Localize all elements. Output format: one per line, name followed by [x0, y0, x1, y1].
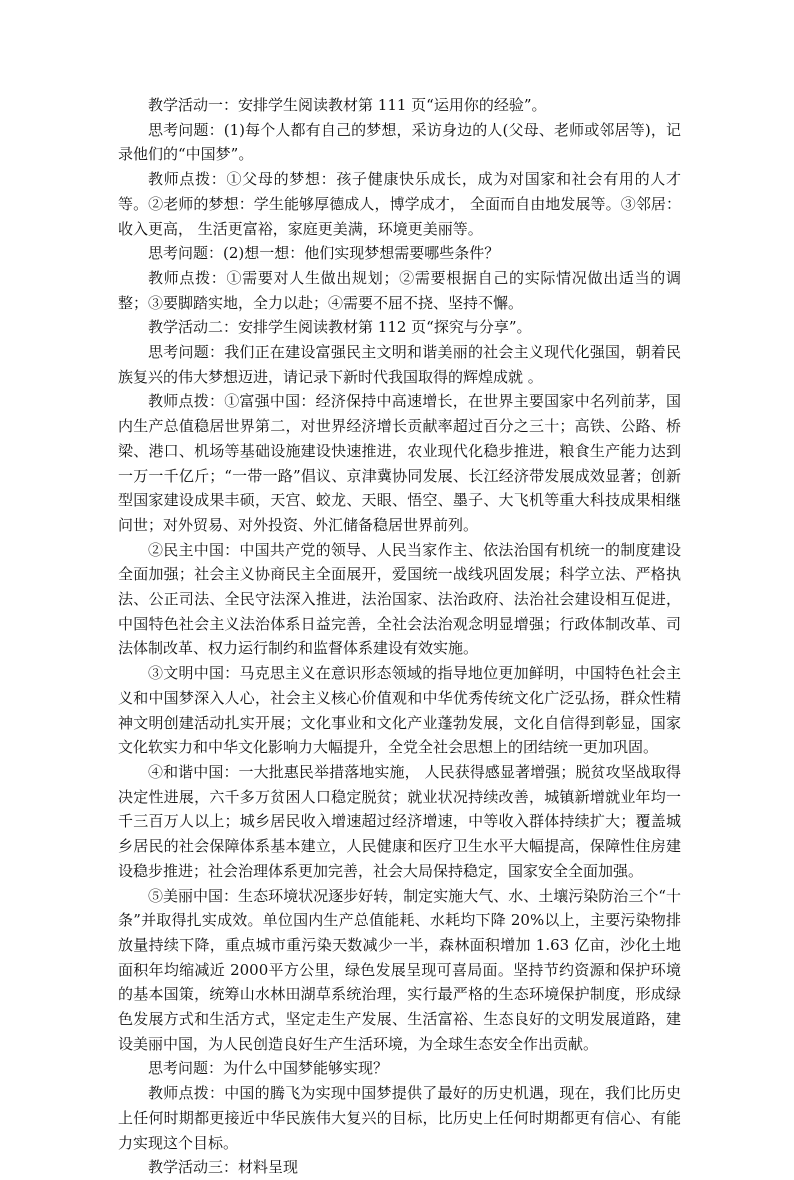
paragraph-guidance-prosperous [118, 389, 681, 537]
paragraph-label: 思考问题： [148, 1059, 224, 1078]
paragraph-question-3 [118, 340, 681, 389]
paragraph-guidance-1 [118, 167, 681, 241]
paragraph-question-1 [118, 118, 681, 167]
paragraph-label: 教师点拨： [148, 268, 227, 287]
paragraph-label: 教师点拨： [148, 1084, 225, 1103]
paragraph-guidance-2 [118, 266, 681, 315]
paragraph-activity-1 [118, 93, 681, 118]
paragraph-question-4 [118, 1056, 681, 1081]
paragraph-guidance-harmonious [118, 760, 681, 884]
paragraph-label: 思考问题： [148, 244, 224, 263]
paragraph-text: (1)每个人都有自己的梦想，采访身边的人(父母、老师或邻居等)，记录他们的“中国梦”。 [118, 120, 681, 164]
paragraph-text: ①富强中国：经济保持中高速增长，在世界主要国家中名列前茅，国内生产总值稳居世界第二，对世界经济增长贡献率超过百分之三十；高铁、公路、桥梁、港口、机场等基础设施建设快速推进，农业现代化稳步推进，粮食生产能力达到一万一千亿斤；“一带一路”倡议、京津冀协同发展、长江经济带发展成效显著；创新型国家建设成果丰硕，天宫、蛟龙、天眼、悟空、墨子、大飞机等重大科技成果相继问世；对外贸易、对外投资、外汇储备稳居世界前列。 [118, 392, 681, 534]
paragraph-guidance-beautiful [118, 884, 681, 1057]
paragraph-text: ①需要对人生做出规划；②需要根据自己的实际情况做出适当的调整；③要脚踏实地，全力以赴；④需要不屈不挠、坚持不懈。 [118, 268, 681, 312]
paragraph-text: ⑤美丽中国：生态环境状况逐步好转，制定实施大气、水、土壤污染防治三个“十条”并取得扎实成效。单位国内生产总值能耗、水耗均下降 20%以上，主要污染物排放量持续下降，重点城市重污染天数减少一半，森林面积增加 1.63 亿亩，沙化土地面积年均缩减近 2000平方公里，绿色发展呈现可喜局面。坚持节约资源和保护环境的基本国策，统筹山水林田湖草系统治理，实行最严格的生态环境保护制度，形成绿色发展方式和生活方式，坚定走生产发展、生活富裕、生态良好的文明发展道路，建设美丽中国，为人民创造良好生产生活环境，为全球生态安全作出贡献。 [118, 886, 681, 1053]
paragraph-text: 教学活动三：材料呈现 [148, 1158, 299, 1177]
paragraph-activity-2 [118, 315, 681, 340]
paragraph-question-2 [118, 241, 681, 266]
paragraph-guidance-civilized [118, 661, 681, 760]
paragraph-activity-3 [118, 1155, 681, 1180]
paragraph-guidance-democratic [118, 538, 681, 662]
paragraph-text: ③文明中国：马克思主义在意识形态领域的指导地位更加鲜明，中国特色社会主义和中国梦深入人心，社会主义核心价值观和中华优秀传统文化广泛弘扬，群众性精神文明创建活动扎实开展；文化事业和文化产业蓬勃发展，文化自信得到彰显，国家文化软实力和中华文化影响力大幅提升，全党全社会思想上的团结统一更加巩固。 [118, 664, 681, 757]
paragraph-label: 思考问题： [148, 343, 225, 362]
paragraph-text: 为什么中国梦能够实现？ [223, 1059, 389, 1078]
paragraph-label: 思考问题： [148, 120, 224, 139]
paragraph-label: 教师点拨： [148, 392, 225, 411]
paragraph-text: 中国的腾飞为实现中国梦提供了最好的历史机遇，现在，我们比历史上任何时期都更接近中华民族伟大复兴的目标，比历史上任何时期都更有信心、有能力实现这个目标。 [118, 1084, 681, 1152]
paragraph-text: 教学活动二：安排学生阅读教材第 112 页“探究与分享”。 [148, 318, 532, 337]
paragraph-text: 我们正在建设富强民主文明和谐美丽的社会主义现代化强国，朝着民族复兴的伟大梦想迈进，请记录下新时代我国取得的辉煌成就 。 [118, 343, 681, 386]
paragraph-text: 教学活动一：安排学生阅读教材第 111 页“运用你的经验”。 [148, 96, 547, 114]
paragraph-text: ①父母的梦想：孩子健康快乐成长，成为对国家和社会有用的人才等。②老师的梦想：学生能够厚德成人，博学成才， 全面而自由地发展等。③邻居：收入更高， 生活更富裕，家庭更美满，环境更美丽等。 [118, 170, 681, 238]
paragraph-text: (2)想一想：他们实现梦想需要哪些条件？ [223, 244, 500, 263]
paragraph-text: ②民主中国：中国共产党的领导、人民当家作主、依法治国有机统一的制度建设全面加强；社会主义协商民主全面展开，爱国统一战线巩固发展；科学立法、严格执法、公正司法、全民守法深入推进，法治国家、法治政府、法治社会建设相互促进，中国特色社会主义法治体系日益完善，全社会法治观念明显增强；行政体制改革、司法体制改革、权力运行制约和监督体系建设有效实施。 [118, 540, 681, 658]
paragraph-text: ④和谐中国：一大批惠民举措落地实施， 人民获得感显著增强；脱贫攻坚战取得决定性进展，六千多万贫困人口稳定脱贫；就业状况持续改善，城镇新增就业年均一千三百万人以上；城乡居民收入增速超过经济增速，中等收入群体持续扩大；覆盖城乡居民的社会保障体系基本建立，人民健康和医疗卫生水平大幅提高，保障性住房建设稳步推进；社会治理体系更加完善，社会大局保持稳定，国家安全全面加强。 [118, 762, 681, 880]
paragraph-label: 教师点拨： [148, 170, 227, 189]
paragraph-guidance-4 [118, 1081, 681, 1155]
